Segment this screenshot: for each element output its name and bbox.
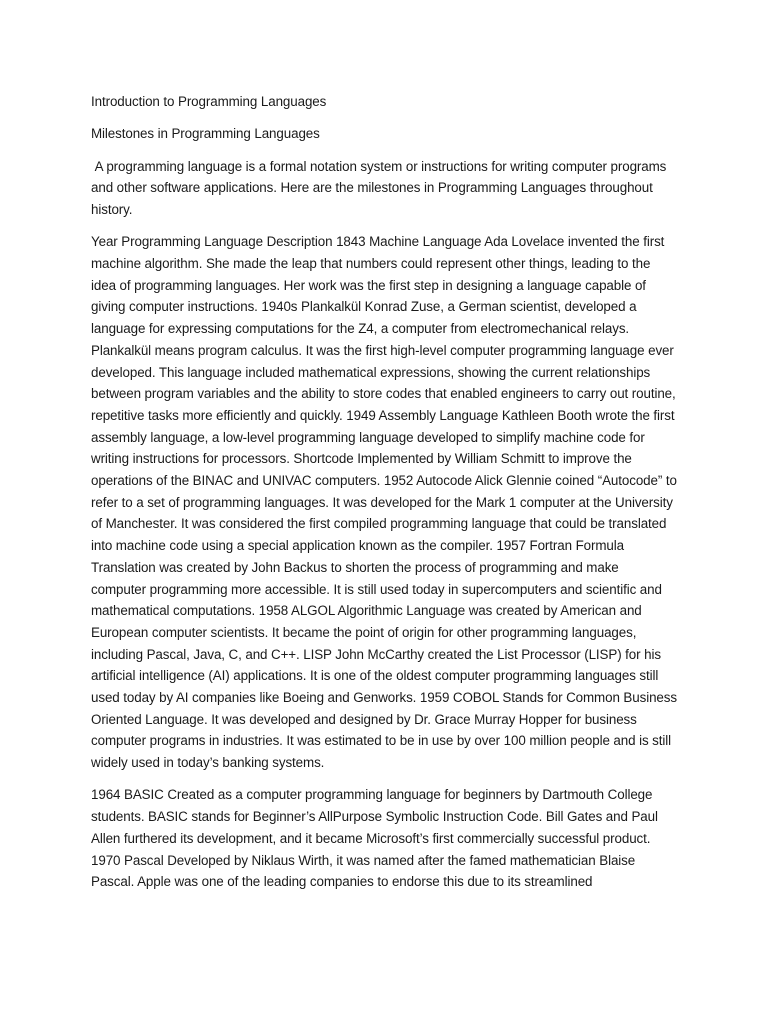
document-title: Introduction to Programming Languages: [91, 94, 327, 109]
intro-paragraph: A programming language is a formal notation system or instructions for writing computer programs and other software applications. Here are the milestones in Programming Languages throughout history.: [91, 158, 670, 217]
document-body: [91, 91, 677, 904]
document-subtitle: Milestones in Programming Languages: [91, 126, 320, 142]
milestones-paragraph: Year Programming Language Description 1843 Machine Language Ada Lovelace invented the first machine algorithm. She made the leap that numbers could represent other things, leading to the idea of programming languages. Her work was the first step in designing a language capable of giving computer instructions. 1940s Plankalkül Konrad Zuse, a German scientist, developed a language for expressing computations for the Z4, a computer from electromechanical relays. Plankalkül means program calculus. It was the first high-level computer programming language ever developed. This language included mathematical expressions, showing the current relationships between program variables and the ability to store codes that enabled engineers to carry out routine, repetitive tasks more efficiently and quickly. 1949 Assembly Language Kathleen Booth wrote the first assembly language, a low-level programming language developed to simplify machine code for writing instructions for processors. Shortcode Implemented by William Schmitt to improve the operations of the BINAC and UNIVAC computers. 1952 Autocode Alick Glennie coined “Autocode” to refer to a set of programming languages. It was developed for the Mark 1 computer at the University of Manchester. It was considered the first compiled programming language that could be translated into machine code using a special application known as the compiler. 1957 Fortran Formula Translation was created by John Backus to shorten the process of programming and make computer programming more accessible. It is still used today in supercomputers and scientific and mathematical computations. 1958 ALGOL Algorithmic Language was created by American and European computer scientists. It became the point of origin for other programming languages, including Pascal, Java, C, and C++. LISP John McCarthy created the List Processor (LISP) for his artificial intelligence (AI) applications. It is one of the oldest computer programming languages still used today by AI companies like Boeing and Genworks. 1959 COBOL Stands for Common Business Oriented Language. It was developed and designed by Dr. Grace Murray Hopper for business computer programs in industries. It was estimated to be in use by over 100 million people and is still widely used in today’s banking systems.: [91, 234, 677, 771]
milestones-continued-paragraph: 1964 BASIC Created as a computer programming language for beginners by Dartmouth College students. BASIC stands for Beginner’s AllPurpose Symbolic Instruction Code. Bill Gates and Paul Allen furthered its development, and it became Microsoft’s first commercially successful product. 1970 Pascal Developed by Niklaus Wirth, it was named after the famed mathematician Blaise Pascal. Apple was one of the leading companies to endorse this due to its streamlined: [91, 787, 658, 890]
